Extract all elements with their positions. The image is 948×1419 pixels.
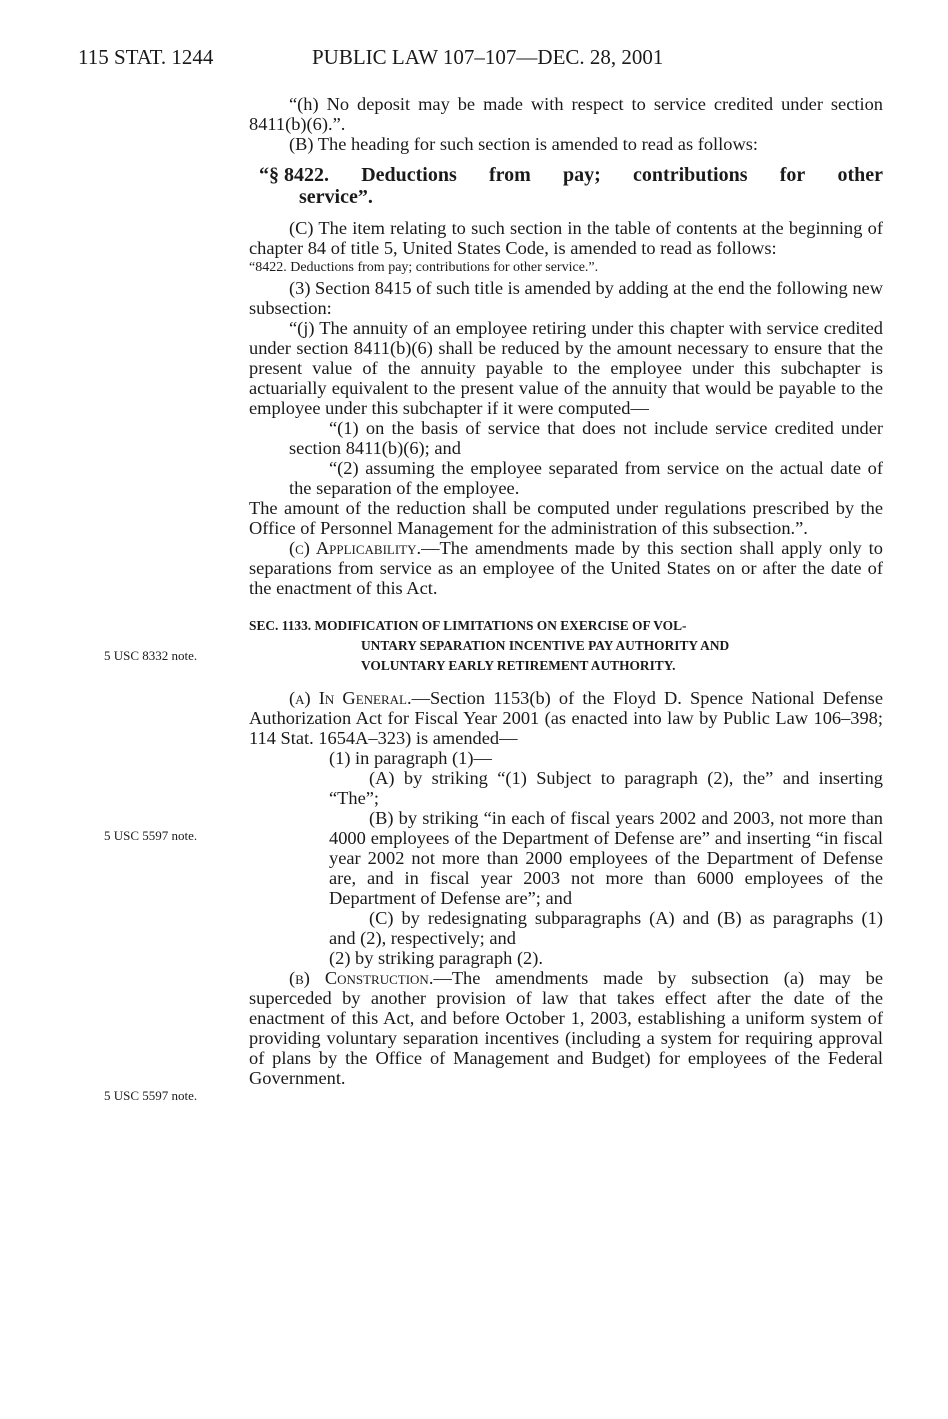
paragraph-h: “(h) No deposit may be made with respect to service credited under section 8411(b)(6).”. — [249, 94, 883, 134]
section-heading-8422 — [249, 164, 883, 208]
heading-word: other — [837, 164, 883, 186]
public-law-title: PUBLIC LAW 107–107—DEC. 28, 2001 — [312, 45, 664, 69]
paragraph-j1: “(1) on the basis of service that does not include service credited under section 8411(b)(6); and — [289, 418, 883, 458]
paragraph-j: “(j) The annuity of an employee retiring under this chapter with service credited under section 8411(b)(6) shall be reduced by the amount necessary to ensure that the present value of the annuity payable to the employee under this subchapter is actuarially equivalent to the present value of the annuity that would be payable to the employee under this subchapter if it were computed— — [249, 318, 883, 418]
heading-continuation: service”. — [299, 186, 373, 208]
stat-citation: 115 STAT. 1244 — [78, 45, 214, 69]
section-title-line: SEC. 1133. MODIFICATION OF LIMITATIONS ON EXERCISE OF VOL- — [249, 618, 687, 633]
construction-label: (b) Construction. — [289, 968, 434, 988]
heading-word: Deductions — [361, 164, 457, 186]
section-1133-title — [249, 616, 883, 676]
paragraph-3: (3) Section 8415 of such title is amended by adding at the end the following new subsection: — [249, 278, 883, 318]
paragraph-2: (2) by striking paragraph (2). — [329, 948, 543, 968]
heading-word: contributions — [633, 164, 748, 186]
margin-note: 5 USC 8332 note. — [104, 648, 198, 663]
paragraph-j2: “(2) assuming the employee separated from service on the actual date of the separation of the employee. — [289, 458, 883, 498]
page-header — [0, 40, 948, 74]
toc-item: “8422. Deductions from pay; contributions for other service.”. — [249, 260, 599, 275]
in-general-label: (a) In General. — [289, 688, 412, 708]
paragraph-a-in-general — [249, 688, 883, 748]
section-title-line: VOLUNTARY EARLY RETIREMENT AUTHORITY. — [361, 658, 676, 673]
paragraph-b-construction — [249, 968, 883, 1088]
paragraph-C: (C) The item relating to such section in the table of contents at the beginning of chapter 84 of title 5, United States Code, is amended to read as follows: — [249, 218, 883, 258]
heading-quote: “§ 8422. — [259, 164, 329, 186]
paragraph-amount: The amount of the reduction shall be computed under regulations prescribed by the Office of Personnel Management for the administration of this subsection.”. — [249, 498, 883, 538]
paragraph-1C: (C) by redesignating subparagraphs (A) and (B) as paragraphs (1) and (2), respectively; and — [329, 908, 883, 948]
applicability-label: (c) Applicability. — [289, 538, 422, 558]
in-general-text: —Section 1153(b) of the Floyd D. Spence National Defense Authorization Act for Fiscal Year 2001 (as enacted into law by Public Law 106–398; 114 Stat. 1654A–323) is amended— — [249, 688, 883, 748]
heading-word: pay; — [563, 164, 601, 186]
paragraph-c-applicability — [249, 538, 883, 598]
paragraph-B: (B) The heading for such section is amended to read as follows: — [289, 134, 759, 154]
paragraph-1B: (B) by striking “in each of fiscal years 2002 and 2003, not more than 4000 employees of the Department of Defense are” and inserting “in fiscal year 2002 not more than 2000 employees of the Department of Defense are, and in fiscal year 2003 not more than 6000 employees of the Department of Defense are”; and — [329, 808, 883, 908]
paragraph-1: (1) in paragraph (1)— — [329, 748, 492, 768]
section-title-line: UNTARY SEPARATION INCENTIVE PAY AUTHORITY AND — [361, 638, 730, 653]
margin-note: 5 USC 5597 note. — [104, 828, 198, 843]
document-body — [249, 94, 883, 1088]
heading-word: from — [488, 164, 531, 186]
heading-word: for — [779, 164, 806, 186]
margin-note: 5 USC 5597 note. — [104, 1088, 198, 1103]
applicability-text: —The amendments made by this section shall apply only to separations from service as an employee of the United States on or after the date of the enactment of this Act. — [249, 538, 883, 598]
paragraph-1A: (A) by striking “(1) Subject to paragraph (2), the” and inserting “The”; — [329, 768, 883, 808]
construction-text: —The amendments made by subsection (a) may be superceded by another provision of law that takes effect after the date of the enactment of this Act, and before October 1, 2003, establishing a uniform system of providing voluntary separation incentives (including a system for requiring approval of plans by the Office of Management and Budget) for employees of the Federal Government. — [249, 968, 883, 1088]
